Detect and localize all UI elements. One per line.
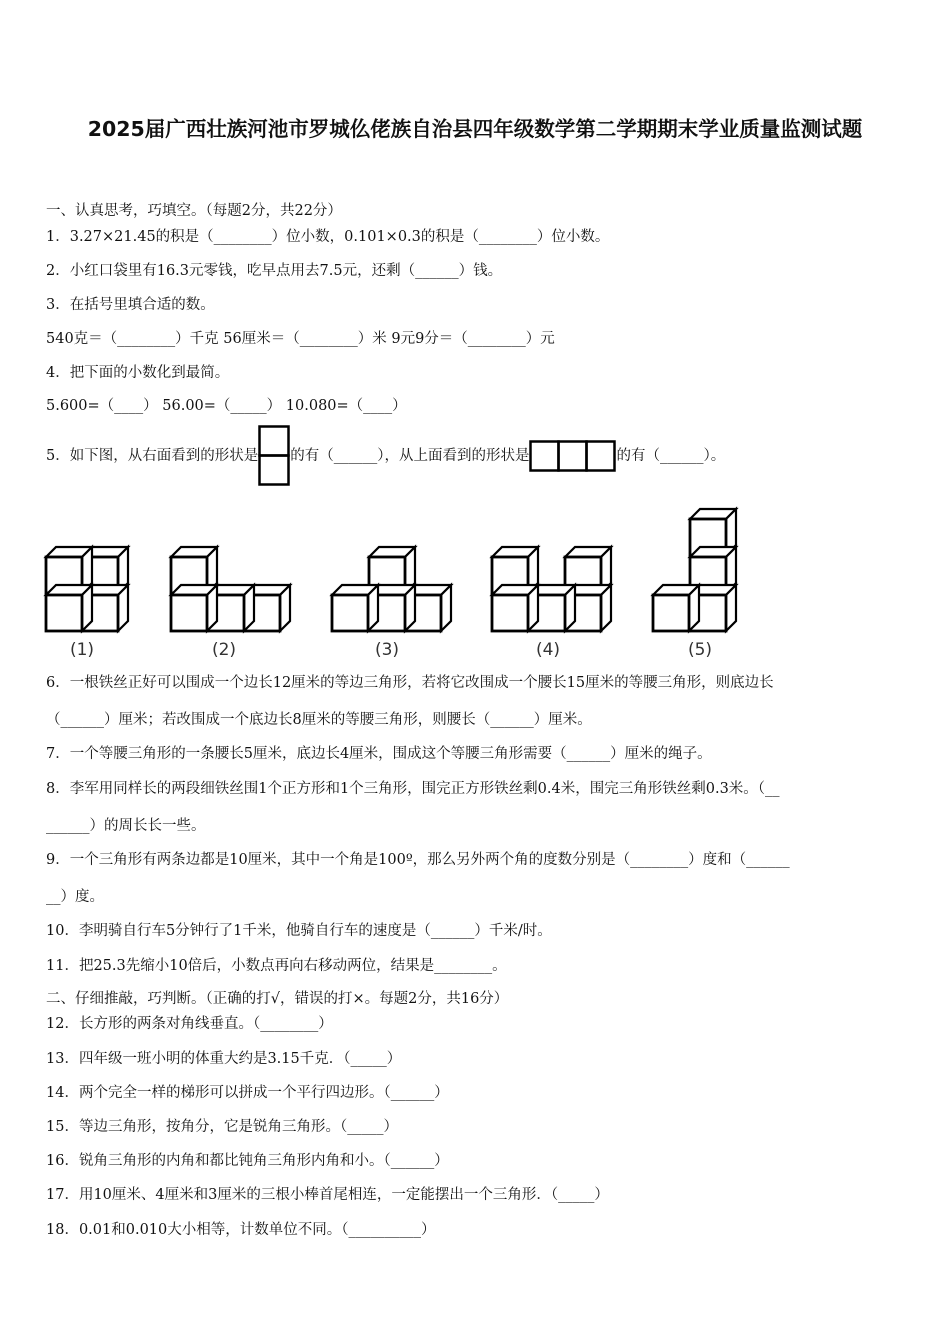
question-6-line-1: 6．一根铁丝正好可以围成一个边长12厘米的等边三角形，若将它改围成一个腰长15厘米的等腰三角形，则底边长 (46, 675, 774, 691)
question-11: 11．把25.3先缩小10倍后，小数点再向右移动两位，结果是________。 (46, 958, 507, 974)
figure-2-label: (2) (211, 640, 237, 660)
section-2-heading: 二、仔细推敲，巧判断。（正确的打√，错误的打×。每题2分，共16分） (46, 991, 509, 1007)
figure-1-label: (1) (69, 640, 95, 660)
question-7: 7．一个等腰三角形的一条腰长5厘米，底边长4厘米，围成这个等腰三角形需要（______）厘米的绳子。 (46, 746, 712, 762)
question-1: 1．3.27×21.45的积是（________）位小数，0.101×0.3的积是（________）位小数。 (46, 229, 610, 245)
question-16: 16．锐角三角形的内角和都比钝角三角形内角和小。（______） (46, 1153, 449, 1169)
question-15: 15．等边三角形，按角分，它是锐角三角形。（_____） (46, 1119, 398, 1135)
top-view-shape-icon (529, 440, 616, 472)
cube-figures (40, 505, 760, 665)
question-4-sub: 5.600=（____） 56.00=（_____） 10.080=（____） (46, 398, 407, 414)
question-12: 12．长方形的两条对角线垂直。（________） (46, 1016, 333, 1032)
question-13: 13．四年级一班小明的体重大约是3.15千克．（_____） (46, 1051, 402, 1067)
figure-3 (332, 547, 451, 631)
figure-2 (171, 547, 290, 631)
question-18: 18．0.01和0.010大小相等，计数单位不同。（__________） (46, 1222, 436, 1238)
question-5-part-b: 的有（______），从上面看到的形状是 (290, 448, 530, 464)
question-10: 10．李明骑自行车5分钟行了1千米，他骑自行车的速度是（______）千米/时。 (46, 923, 552, 939)
question-14: 14．两个完全一样的梯形可以拼成一个平行四边形。（______） (46, 1085, 449, 1101)
figure-4-label: (4) (535, 640, 561, 660)
question-8-line-2: ______）的周长长一些。 (46, 818, 206, 834)
page-title: 2025届广西壮族河池市罗城仫佬族自治县四年级数学第二学期期末学业质量监测试题 (87, 117, 863, 141)
question-9-line-1: 9．一个三角形有两条边都是10厘米，其中一个角是100º，那么另外两个角的度数分别是（________）度和（______ (46, 852, 790, 868)
section-1-heading: 一、认真思考，巧填空。（每题2分，共22分） (46, 203, 342, 219)
question-5-part-a: 5．如下图，从右面看到的形状是 (46, 448, 259, 464)
question-9-line-2: __）度。 (46, 889, 104, 905)
question-4: 4．把下面的小数化到最简。 (46, 365, 230, 381)
question-5-part-c: 的有（______）。 (616, 448, 726, 464)
question-3: 3．在括号里填合适的数。 (46, 297, 215, 313)
figure-3-label: (3) (374, 640, 400, 660)
question-2: 2．小红口袋里有16.3元零钱，吃早点用去7.5元，还剩（______）钱。 (46, 263, 503, 279)
figure-1 (46, 547, 128, 631)
question-3-sub: 540克＝（________）千克 56厘米＝（________）米 9元9分＝（________）元 (46, 331, 555, 347)
question-8-line-1: 8．李军用同样长的两段细铁丝围1个正方形和1个三角形，围完正方形铁丝剩0.4米，围完三角形铁丝剩0.3米。（__ (46, 781, 780, 797)
side-view-shape-icon (258, 425, 290, 487)
figure-5-label: (5) (687, 640, 713, 660)
figure-5 (653, 509, 736, 631)
figure-4 (492, 547, 611, 631)
question-17: 17．用10厘米、4厘米和3厘米的三根小棒首尾相连，一定能摆出一个三角形．（_____） (46, 1187, 609, 1203)
question-6-line-2: （______）厘米；若改围成一个底边长8厘米的等腰三角形，则腰长（______）厘米。 (46, 712, 592, 728)
question-5 (46, 425, 725, 487)
